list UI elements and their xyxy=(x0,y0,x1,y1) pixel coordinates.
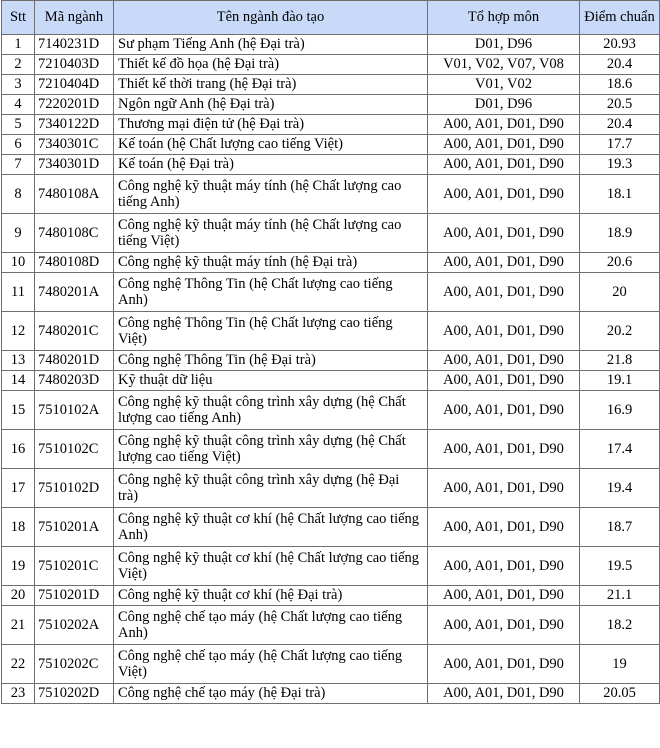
cell-name: Công nghệ kỹ thuật máy tính (hệ Đại trà) xyxy=(114,253,428,273)
header-code: Mã ngành xyxy=(35,1,114,35)
table-row xyxy=(2,312,660,351)
cell-stt: 12 xyxy=(2,312,35,351)
cell-stt: 20 xyxy=(2,586,35,606)
cell-combo: A00, A01, D01, D90 xyxy=(428,684,580,704)
cell-score: 19.5 xyxy=(580,547,660,586)
cell-combo: A00, A01, D01, D90 xyxy=(428,214,580,253)
admission-scores-table xyxy=(1,0,660,704)
table-body xyxy=(2,35,660,704)
cell-code: 7510201A xyxy=(35,508,114,547)
cell-code: 7510201D xyxy=(35,586,114,606)
cell-code: 7140231D xyxy=(35,35,114,55)
cell-score: 20.6 xyxy=(580,253,660,273)
table-row xyxy=(2,606,660,645)
cell-combo: A00, A01, D01, D90 xyxy=(428,469,580,508)
cell-name: Thương mại điện tử (hệ Đại trà) xyxy=(114,115,428,135)
cell-combo: A00, A01, D01, D90 xyxy=(428,606,580,645)
cell-name: Sư phạm Tiếng Anh (hệ Đại trà) xyxy=(114,35,428,55)
cell-code: 7480108D xyxy=(35,253,114,273)
cell-score: 20.93 xyxy=(580,35,660,55)
cell-name: Công nghệ Thông Tin (hệ Chất lượng cao tiếng Việt) xyxy=(114,312,428,351)
cell-name: Công nghệ kỹ thuật máy tính (hệ Chất lượng cao tiếng Việt) xyxy=(114,214,428,253)
table-row xyxy=(2,351,660,371)
cell-combo: A00, A01, D01, D90 xyxy=(428,351,580,371)
cell-name: Kế toán (hệ Đại trà) xyxy=(114,155,428,175)
cell-name: Thiết kế đồ họa (hệ Đại trà) xyxy=(114,55,428,75)
cell-name: Công nghệ chế tạo máy (hệ Đại trà) xyxy=(114,684,428,704)
table-row xyxy=(2,55,660,75)
cell-combo: A00, A01, D01, D90 xyxy=(428,312,580,351)
cell-score: 20.5 xyxy=(580,95,660,115)
cell-combo: A00, A01, D01, D90 xyxy=(428,175,580,214)
table-row xyxy=(2,155,660,175)
cell-code: 7480201C xyxy=(35,312,114,351)
cell-name: Công nghệ Thông Tin (hệ Chất lượng cao tiếng Anh) xyxy=(114,273,428,312)
cell-score: 17.7 xyxy=(580,135,660,155)
cell-stt: 4 xyxy=(2,95,35,115)
table-row xyxy=(2,135,660,155)
table-row xyxy=(2,508,660,547)
cell-stt: 16 xyxy=(2,430,35,469)
cell-score: 18.1 xyxy=(580,175,660,214)
table-row xyxy=(2,175,660,214)
cell-name: Kỹ thuật dữ liệu xyxy=(114,371,428,391)
cell-combo: A00, A01, D01, D90 xyxy=(428,135,580,155)
table-row xyxy=(2,645,660,684)
cell-score: 19.1 xyxy=(580,371,660,391)
cell-code: 7340122D xyxy=(35,115,114,135)
cell-stt: 7 xyxy=(2,155,35,175)
table-row xyxy=(2,75,660,95)
cell-score: 19.4 xyxy=(580,469,660,508)
cell-name: Công nghệ kỹ thuật cơ khí (hệ Chất lượng cao tiếng Việt) xyxy=(114,547,428,586)
cell-name: Kế toán (hệ Chất lượng cao tiếng Việt) xyxy=(114,135,428,155)
cell-score: 18.2 xyxy=(580,606,660,645)
cell-combo: A00, A01, D01, D90 xyxy=(428,430,580,469)
table-row xyxy=(2,391,660,430)
table-row xyxy=(2,115,660,135)
cell-name: Công nghệ Thông Tin (hệ Đại trà) xyxy=(114,351,428,371)
cell-code: 7220201D xyxy=(35,95,114,115)
table-row xyxy=(2,214,660,253)
cell-score: 19 xyxy=(580,645,660,684)
cell-stt: 21 xyxy=(2,606,35,645)
cell-score: 20.4 xyxy=(580,115,660,135)
cell-name: Công nghệ chế tạo máy (hệ Chất lượng cao tiếng Việt) xyxy=(114,645,428,684)
cell-code: 7480201D xyxy=(35,351,114,371)
cell-stt: 5 xyxy=(2,115,35,135)
header-stt: Stt xyxy=(2,1,35,35)
cell-combo: A00, A01, D01, D90 xyxy=(428,371,580,391)
cell-stt: 1 xyxy=(2,35,35,55)
cell-stt: 9 xyxy=(2,214,35,253)
table-row xyxy=(2,469,660,508)
cell-score: 17.4 xyxy=(580,430,660,469)
cell-score: 20.2 xyxy=(580,312,660,351)
cell-code: 7210403D xyxy=(35,55,114,75)
table-row xyxy=(2,430,660,469)
cell-score: 19.3 xyxy=(580,155,660,175)
cell-stt: 10 xyxy=(2,253,35,273)
cell-code: 7480201A xyxy=(35,273,114,312)
table-row xyxy=(2,371,660,391)
table-row xyxy=(2,253,660,273)
cell-stt: 23 xyxy=(2,684,35,704)
cell-stt: 14 xyxy=(2,371,35,391)
cell-code: 7510202A xyxy=(35,606,114,645)
cell-code: 7510102C xyxy=(35,430,114,469)
cell-score: 18.9 xyxy=(580,214,660,253)
cell-code: 7510202D xyxy=(35,684,114,704)
cell-stt: 17 xyxy=(2,469,35,508)
cell-code: 7480203D xyxy=(35,371,114,391)
cell-stt: 18 xyxy=(2,508,35,547)
cell-stt: 13 xyxy=(2,351,35,371)
cell-name: Công nghệ kỹ thuật công trình xây dựng (hệ Chất lượng cao tiếng Việt) xyxy=(114,430,428,469)
cell-code: 7340301D xyxy=(35,155,114,175)
cell-code: 7510102A xyxy=(35,391,114,430)
cell-combo: V01, V02, V07, V08 xyxy=(428,55,580,75)
cell-stt: 19 xyxy=(2,547,35,586)
cell-name: Ngôn ngữ Anh (hệ Đại trà) xyxy=(114,95,428,115)
cell-stt: 6 xyxy=(2,135,35,155)
cell-code: 7510202C xyxy=(35,645,114,684)
cell-score: 21.1 xyxy=(580,586,660,606)
cell-code: 7510201C xyxy=(35,547,114,586)
table-row xyxy=(2,547,660,586)
cell-stt: 11 xyxy=(2,273,35,312)
cell-stt: 22 xyxy=(2,645,35,684)
cell-score: 20.4 xyxy=(580,55,660,75)
cell-combo: V01, V02 xyxy=(428,75,580,95)
header-combo: Tổ hợp môn xyxy=(428,1,580,35)
header-name: Tên ngành đào tạo xyxy=(114,1,428,35)
cell-combo: A00, A01, D01, D90 xyxy=(428,391,580,430)
table-row xyxy=(2,35,660,55)
cell-combo: A00, A01, D01, D90 xyxy=(428,253,580,273)
cell-name: Thiết kế thời trang (hệ Đại trà) xyxy=(114,75,428,95)
cell-name: Công nghệ kỹ thuật cơ khí (hệ Chất lượng cao tiếng Anh) xyxy=(114,508,428,547)
cell-stt: 8 xyxy=(2,175,35,214)
cell-score: 21.8 xyxy=(580,351,660,371)
cell-name: Công nghệ chế tạo máy (hệ Chất lượng cao tiếng Anh) xyxy=(114,606,428,645)
table-header-row xyxy=(2,1,660,35)
cell-stt: 2 xyxy=(2,55,35,75)
cell-combo: D01, D96 xyxy=(428,95,580,115)
cell-combo: A00, A01, D01, D90 xyxy=(428,115,580,135)
cell-score: 16.9 xyxy=(580,391,660,430)
cell-score: 18.6 xyxy=(580,75,660,95)
cell-combo: A00, A01, D01, D90 xyxy=(428,273,580,312)
cell-code: 7340301C xyxy=(35,135,114,155)
cell-combo: A00, A01, D01, D90 xyxy=(428,155,580,175)
cell-code: 7510102D xyxy=(35,469,114,508)
table-row xyxy=(2,273,660,312)
cell-stt: 15 xyxy=(2,391,35,430)
cell-name: Công nghệ kỹ thuật công trình xây dựng (hệ Chất lượng cao tiếng Anh) xyxy=(114,391,428,430)
cell-score: 18.7 xyxy=(580,508,660,547)
cell-stt: 3 xyxy=(2,75,35,95)
cell-score: 20.05 xyxy=(580,684,660,704)
cell-code: 7480108A xyxy=(35,175,114,214)
table-row xyxy=(2,586,660,606)
cell-name: Công nghệ kỹ thuật cơ khí (hệ Đại trà) xyxy=(114,586,428,606)
cell-name: Công nghệ kỹ thuật máy tính (hệ Chất lượng cao tiếng Anh) xyxy=(114,175,428,214)
cell-score: 20 xyxy=(580,273,660,312)
cell-name: Công nghệ kỹ thuật công trình xây dựng (hệ Đại trà) xyxy=(114,469,428,508)
cell-combo: A00, A01, D01, D90 xyxy=(428,508,580,547)
table-row xyxy=(2,95,660,115)
header-score: Điểm chuẩn xyxy=(580,1,660,35)
cell-combo: D01, D96 xyxy=(428,35,580,55)
cell-combo: A00, A01, D01, D90 xyxy=(428,547,580,586)
cell-code: 7480108C xyxy=(35,214,114,253)
table-row xyxy=(2,684,660,704)
cell-combo: A00, A01, D01, D90 xyxy=(428,645,580,684)
cell-code: 7210404D xyxy=(35,75,114,95)
cell-combo: A00, A01, D01, D90 xyxy=(428,586,580,606)
